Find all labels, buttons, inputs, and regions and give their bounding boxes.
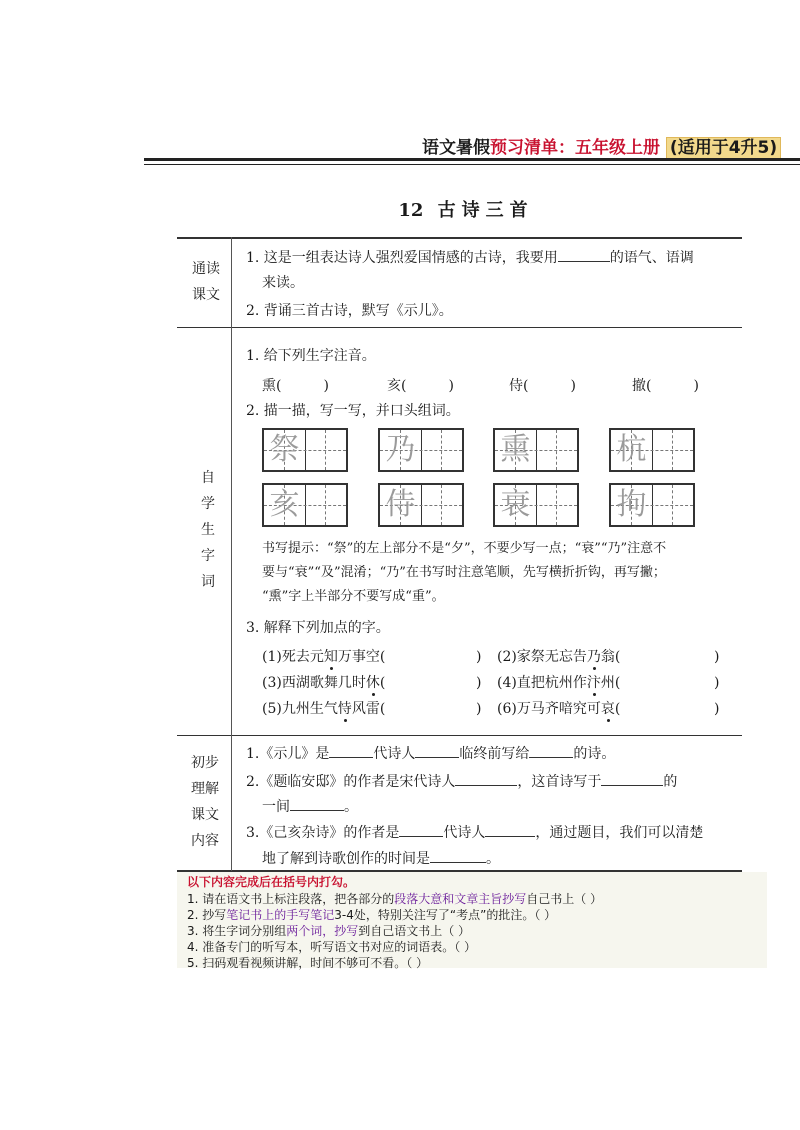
char-trace: 亥 <box>269 487 300 522</box>
read-q1: 1. 这是一组表达诗人强烈爱国情感的古诗，我要用 的语气、语调 <box>246 247 694 269</box>
explain-item: (2)家祭无忘告乃翁( <box>497 649 621 665</box>
char-trace: 祭 <box>269 432 300 467</box>
table-line-1 <box>177 327 742 328</box>
blank[interactable] <box>290 796 344 811</box>
blank[interactable] <box>399 822 443 837</box>
explain-item: (3)西湖歌舞几时休( <box>262 675 386 691</box>
table-divider <box>231 237 232 871</box>
self-q1: 1. 给下列生字注音。 <box>246 348 376 364</box>
blank[interactable] <box>558 247 610 262</box>
close-paren: ) <box>714 649 720 665</box>
char-trace: 侍 <box>385 487 416 522</box>
char-grid[interactable] <box>609 483 695 527</box>
header-part2: 预习清单：五年级上册 <box>490 138 660 158</box>
char-trace: 熏 <box>500 432 531 467</box>
read-q1-cont: 来读。 <box>262 275 304 291</box>
section-read-label: 通读课文 <box>192 261 220 303</box>
char-grid[interactable] <box>378 483 464 527</box>
char-grid[interactable] <box>609 428 695 472</box>
char-grid[interactable] <box>262 428 348 472</box>
char-grid[interactable] <box>262 483 348 527</box>
blank[interactable] <box>485 822 535 837</box>
blank[interactable] <box>430 848 486 863</box>
writing-tip-1: 书写提示：“祭”的左上部分不是“夕”，不要少写一点；“衰”“乃”注意不 <box>262 541 667 556</box>
header-rule-thick <box>144 158 800 161</box>
lesson-name: 古诗三首 <box>437 200 534 221</box>
explain-item: (5)九州生气恃风雷( <box>262 701 386 717</box>
char-grid[interactable] <box>378 428 464 472</box>
char-trace: 拘 <box>616 487 647 522</box>
section-understand-label: 初步 理解 课文 内容 <box>191 755 219 849</box>
close-paren: ) <box>476 701 482 717</box>
explain-item: (6)万马齐喑究可哀( <box>497 701 621 717</box>
char-grid[interactable] <box>493 428 579 472</box>
lesson-number: 12 <box>398 200 424 221</box>
blank[interactable] <box>329 743 373 758</box>
close-paren: ) <box>476 649 482 665</box>
table-top-line <box>177 237 742 239</box>
pinyin-1: 熏( ) <box>262 378 329 394</box>
header-part3: (适用于4升5) <box>666 137 781 159</box>
section-self-label: 自学生字词 <box>201 470 215 590</box>
blank[interactable] <box>601 771 663 786</box>
writing-tip-2: 要与“衰”“及”混淆；“乃”在书写时注意笔顺，先写横折折钩，再写撇； <box>262 565 666 580</box>
close-paren: ) <box>476 675 482 691</box>
char-trace: 衰 <box>500 487 531 522</box>
checklist-item[interactable]: 1. 请在语文书上标注段落，把各部分的段落大意和文章主旨抄写自己书上（ ） <box>187 892 603 906</box>
header-rule-thin <box>144 164 800 165</box>
checklist-item[interactable]: 4. 准备专门的听写本，听写语文书对应的词语表。（ ） <box>187 940 477 954</box>
page-header <box>422 133 781 158</box>
pinyin-3: 侍( ) <box>509 378 576 394</box>
header-part1: 语文暑假 <box>422 138 490 158</box>
blank[interactable] <box>415 743 459 758</box>
table-line-2 <box>177 735 742 736</box>
self-q2: 2. 描一描，写一写，并口头组词。 <box>246 403 460 419</box>
checklist-heading: 以下内容完成后在括号内打勾。 <box>187 875 356 889</box>
understand-q3-cont: 地了解到诗歌创作的时间是 。 <box>262 848 500 870</box>
checklist-item[interactable]: 2. 抄写笔记书上的手写笔记3-4处，特别关注写了“考点”的批注。（ ） <box>187 908 557 922</box>
writing-tip-3: “熏”字上半部分不要写成“重”。 <box>262 589 445 604</box>
checklist-item[interactable]: 3. 将生字词分别组两个词，抄写到自己语文书上（ ） <box>187 924 471 938</box>
char-trace: 乃 <box>385 432 416 467</box>
char-grid[interactable] <box>493 483 579 527</box>
read-q2: 2. 背诵三首古诗，默写《示儿》。 <box>246 303 453 319</box>
explain-item: (1)死去元知万事空( <box>262 649 386 665</box>
self-q3: 3. 解释下列加点的字。 <box>246 620 390 636</box>
checklist-item[interactable]: 5. 扫码观看视频讲解，时间不够可不看。（ ） <box>187 956 429 970</box>
understand-q3: 3.《己亥杂诗》的作者是 代诗人 ，通过题目，我们可以清楚 <box>246 822 703 844</box>
pinyin-4: 撤( ) <box>632 378 699 394</box>
explain-item: (4)直把杭州作汴州( <box>497 675 621 691</box>
char-trace: 杭 <box>616 432 647 467</box>
close-paren: ) <box>714 701 720 717</box>
lesson-title <box>0 196 800 222</box>
blank[interactable] <box>529 743 573 758</box>
blank[interactable] <box>455 771 517 786</box>
close-paren: ) <box>714 675 720 691</box>
understand-q2: 2.《题临安邸》的作者是宋代诗人 ，这首诗写于 的 <box>246 771 677 793</box>
pinyin-2: 亥( ) <box>387 378 454 394</box>
understand-q1: 1.《示儿》是 代诗人 临终前写给 的诗。 <box>246 743 615 765</box>
understand-q2-cont: 一间 。 <box>262 796 358 818</box>
